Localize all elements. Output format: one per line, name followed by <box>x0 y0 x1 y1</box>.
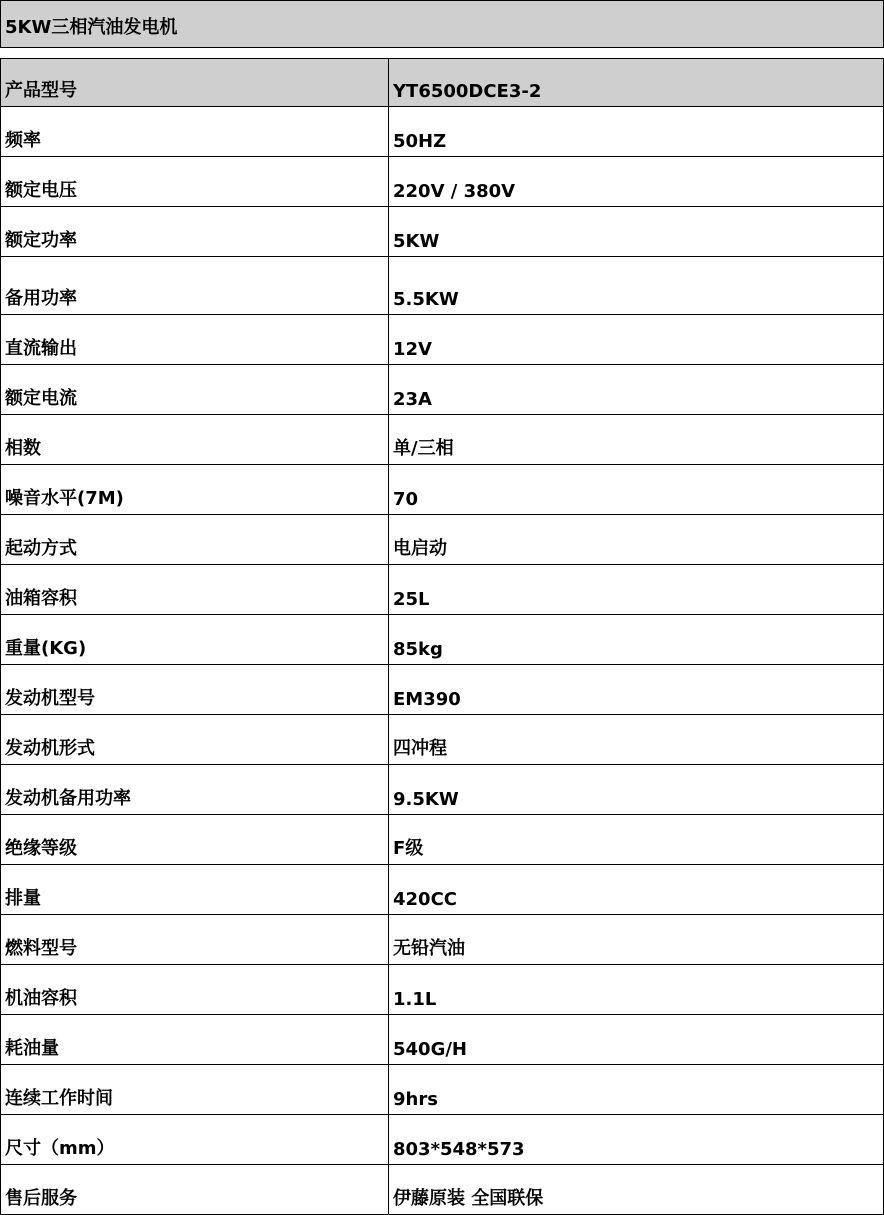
spec-label: 绝缘等级 <box>1 815 389 865</box>
spec-row <box>1 715 884 765</box>
spec-label: 燃料型号 <box>1 915 389 965</box>
spec-value: 803*548*573 <box>389 1115 884 1165</box>
spec-row <box>1 665 884 715</box>
spec-row <box>1 465 884 515</box>
spacer-row <box>0 48 884 58</box>
spec-value: 85kg <box>389 615 884 665</box>
spec-row <box>1 865 884 915</box>
spec-value: 1.1L <box>389 965 884 1015</box>
spec-label: 相数 <box>1 415 389 465</box>
spec-row <box>1 207 884 257</box>
spec-row <box>1 257 884 315</box>
spec-value: EM390 <box>389 665 884 715</box>
spec-table-body <box>1 59 884 1215</box>
spec-row <box>1 107 884 157</box>
spec-row <box>1 1065 884 1115</box>
spec-label: 售后服务 <box>1 1165 389 1215</box>
spec-table <box>0 58 884 1215</box>
spec-label: 产品型号 <box>1 59 389 107</box>
spec-value: 540G/H <box>389 1015 884 1065</box>
spec-value: 12V <box>389 315 884 365</box>
spec-label: 重量(KG) <box>1 615 389 665</box>
spec-row <box>1 157 884 207</box>
spec-label: 噪音水平(7M) <box>1 465 389 515</box>
spec-label: 排量 <box>1 865 389 915</box>
spec-label: 直流输出 <box>1 315 389 365</box>
spec-value: 220V / 380V <box>389 157 884 207</box>
spec-row <box>1 765 884 815</box>
spec-title: 5KW三相汽油发电机 <box>0 0 884 48</box>
spec-label: 起动方式 <box>1 515 389 565</box>
spec-value: 四冲程 <box>389 715 884 765</box>
spec-value: 50HZ <box>389 107 884 157</box>
spec-value: YT6500DCE3-2 <box>389 59 884 107</box>
spec-value: 伊藤原装 全国联保 <box>389 1165 884 1215</box>
spec-label: 机油容积 <box>1 965 389 1015</box>
spec-row <box>1 1015 884 1065</box>
spec-label: 发动机备用功率 <box>1 765 389 815</box>
spec-label: 耗油量 <box>1 1015 389 1065</box>
spec-row <box>1 565 884 615</box>
spec-value: 420CC <box>389 865 884 915</box>
spec-value: 25L <box>389 565 884 615</box>
spec-label: 发动机型号 <box>1 665 389 715</box>
spec-label: 额定电流 <box>1 365 389 415</box>
spec-value: 23A <box>389 365 884 415</box>
spec-value: 9hrs <box>389 1065 884 1115</box>
spec-row <box>1 615 884 665</box>
spec-value: 无铅汽油 <box>389 915 884 965</box>
spec-value: 9.5KW <box>389 765 884 815</box>
spec-label: 备用功率 <box>1 257 389 315</box>
spec-row <box>1 965 884 1015</box>
spec-label: 油箱容积 <box>1 565 389 615</box>
spec-value: 5.5KW <box>389 257 884 315</box>
spec-row <box>1 815 884 865</box>
spec-row <box>1 415 884 465</box>
spec-label: 连续工作时间 <box>1 1065 389 1115</box>
spec-value: 单/三相 <box>389 415 884 465</box>
spec-row <box>1 365 884 415</box>
spec-label: 尺寸（mm） <box>1 1115 389 1165</box>
spec-row <box>1 515 884 565</box>
spec-value: 5KW <box>389 207 884 257</box>
spec-value: F级 <box>389 815 884 865</box>
spec-row <box>1 915 884 965</box>
spec-row <box>1 1115 884 1165</box>
spec-label: 频率 <box>1 107 389 157</box>
spec-label: 额定功率 <box>1 207 389 257</box>
spec-value: 电启动 <box>389 515 884 565</box>
spec-label: 额定电压 <box>1 157 389 207</box>
spec-row <box>1 315 884 365</box>
spec-row <box>1 59 884 107</box>
spec-value: 70 <box>389 465 884 515</box>
spec-row <box>1 1165 884 1215</box>
spec-label: 发动机形式 <box>1 715 389 765</box>
